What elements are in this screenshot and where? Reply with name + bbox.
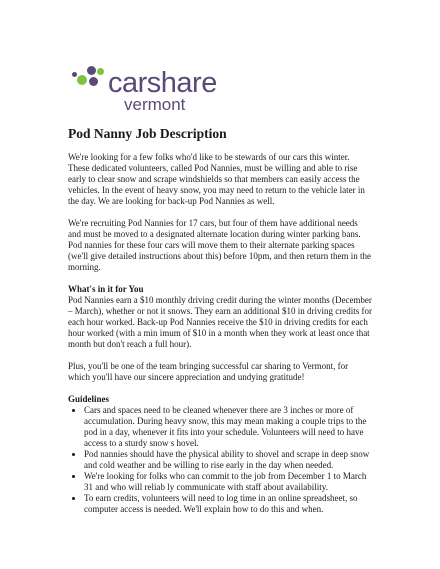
page-title: Pod Nanny Job Description bbox=[68, 126, 227, 141]
logo-dots-icon bbox=[72, 66, 108, 88]
guideline-item: • To earn credits, volunteers will need to log time in an online spreadsheet, so computer access is needed. We'll explain how to do this and when. bbox=[84, 493, 372, 515]
guidelines-list bbox=[68, 405, 372, 515]
guideline-item: • Cars and spaces need to be cleaned whenever there are 3 inches or more of accumulation. During heavy snow, this may mean making a couple trips to the pod in a day, whenever it fits into your schedule. Volunteers will need to have access to a sturdy snow s hovel. bbox=[84, 405, 372, 449]
logo-brand-text: carshare bbox=[108, 67, 217, 99]
intro-paragraph: We're looking for a few folks who'd like to be stewards of our cars this winter. These dedicated volunteers, called Pod Nannies, must be willing and able to rise early to clear snow and scrape windshields so that members can easily access the vehicles. In the event of heavy snow, you may need to return to the vehicle later in the day. We are looking for back-up Pod Nannies as well. bbox=[68, 152, 365, 206]
guidelines-heading: Guidelines bbox=[68, 394, 110, 404]
whats-in-it-paragraph: Pod Nannies earn a $10 monthly driving credit during the winter months (December – March), whether or not it snows. They earn an additional $10 in driving credits for each hour worked. Back-up Pod Nannies receive the $10 in driving credits for each hour worked (with a min imum of $10 in a month when they work at least once that month but don't reach a full hour). bbox=[68, 295, 373, 349]
whats-in-it-heading: What's in it for You bbox=[68, 284, 144, 294]
guideline-item: • Pod nannies should have the physical ability to shovel and scrape in deep snow and cold weather and be willing to rise early in the day when needed. bbox=[84, 449, 372, 471]
logo-sub-text: vermont bbox=[124, 95, 186, 114]
document-body bbox=[68, 126, 372, 515]
guideline-item: • We're looking for folks who can commit to the job from December 1 to March 31 and who will reliab ly communicate with staff about availability. bbox=[84, 471, 372, 493]
recruiting-paragraph: We're recruiting Pod Nannies for 17 cars, but four of them have additional needs and must be moved to a designated alternate location during winter parking bans. Pod nannies for these four cars will move them to their alternate parking spaces (we'll give detailed instructions about this) before 10pm, and then return them in the morning. bbox=[68, 218, 372, 272]
carshare-vermont-logo bbox=[72, 66, 232, 114]
plus-paragraph: Plus, you'll be one of the team bringing successful car sharing to Vermont, for which you'll have our sincere appreciation and undying gratitude! bbox=[68, 361, 349, 382]
